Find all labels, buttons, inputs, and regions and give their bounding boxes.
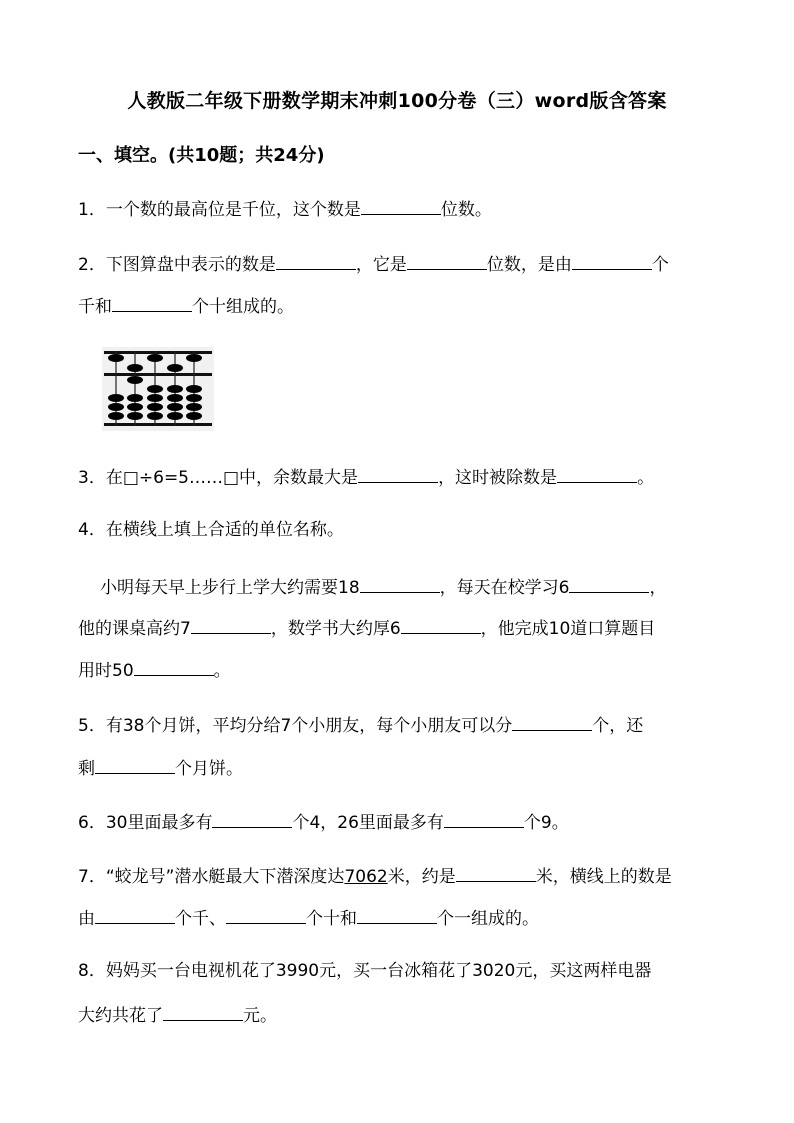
answer-blank[interactable]	[358, 464, 438, 483]
question-4-body	[78, 615, 655, 641]
question-4-body	[78, 657, 231, 683]
q2-text: 位数，是由	[486, 255, 572, 275]
question-6	[78, 809, 569, 835]
question-4-body	[100, 574, 666, 600]
answer-blank[interactable]	[191, 615, 271, 634]
answer-blank[interactable]	[360, 574, 440, 593]
answer-blank[interactable]	[361, 196, 441, 215]
q4-text: 用时50	[78, 661, 134, 681]
question-5	[78, 712, 643, 738]
q3-text: 。	[637, 468, 655, 488]
q1-text: 1．一个数的最高位是千位，这个数是	[78, 200, 361, 220]
question-5-cont	[78, 755, 243, 781]
q8-text: 元。	[243, 1006, 277, 1026]
answer-blank[interactable]	[212, 809, 292, 828]
question-1	[78, 196, 492, 222]
section-heading: 一、填空。(共10题；共24分)	[78, 145, 325, 166]
q7-number: 7062	[344, 867, 388, 887]
q5-text: 个月饼。	[175, 759, 243, 779]
answer-blank[interactable]	[95, 905, 175, 924]
answer-blank[interactable]	[401, 615, 481, 634]
answer-blank[interactable]	[572, 251, 652, 270]
abacus-image	[102, 347, 214, 431]
answer-blank[interactable]	[407, 251, 487, 270]
q8-text: 大约共花了	[78, 1006, 163, 1026]
q7-text: 个一组成的。	[437, 909, 539, 929]
q7-text: 由	[78, 909, 95, 929]
q7-text: 个十和	[306, 909, 357, 929]
q7-text: 米，约是	[387, 867, 456, 887]
q4-text: 小明每天早上步行上学大约需要18	[100, 578, 360, 598]
q4-text: 4．在横线上填上合适的单位名称。	[78, 520, 344, 540]
q6-text: 个9。	[523, 813, 569, 833]
answer-blank[interactable]	[569, 574, 649, 593]
q5-text: 剩	[78, 759, 95, 779]
answer-blank[interactable]	[134, 657, 214, 676]
answer-blank[interactable]	[112, 293, 192, 312]
q8-text: 8．妈妈买一台电视机花了3990元，买一台冰箱花了3020元，买这两样电器	[78, 961, 652, 981]
q1-text-end: 位数。	[440, 200, 492, 220]
answer-blank[interactable]	[276, 251, 356, 270]
question-4	[78, 518, 344, 542]
q2-text: 个	[651, 255, 669, 275]
question-7-cont	[78, 905, 539, 931]
q7-text: 米，横线上的数是	[535, 867, 672, 887]
q4-text: ，每天在校学习6	[439, 578, 570, 598]
question-2-cont	[78, 293, 294, 319]
q7-text: 7．“蛟龙号”潜水艇最大下潜深度达	[78, 867, 345, 887]
q2-text: 2．下图算盘中表示的数是	[78, 255, 276, 275]
answer-blank[interactable]	[226, 905, 306, 924]
answer-blank[interactable]	[163, 1002, 243, 1021]
question-8	[78, 959, 651, 983]
answer-blank[interactable]	[95, 755, 175, 774]
question-3	[78, 464, 654, 490]
answer-blank[interactable]	[456, 863, 536, 882]
question-2	[78, 251, 669, 277]
q4-text: 他的课桌高约7	[78, 619, 191, 639]
answer-blank[interactable]	[444, 809, 524, 828]
document-title: 人教版二年级下册数学期末冲刺100分卷（三）word版含答案	[127, 90, 667, 112]
q5-text: 5．有38个月饼，平均分给7个小朋友，每个小朋友可以分	[78, 716, 513, 736]
q2-text: 千和	[78, 297, 112, 317]
answer-blank[interactable]	[357, 905, 437, 924]
q2-text: 个十组成的。	[192, 297, 294, 317]
q3-text: 3．在□÷6=5……□中，余数最大是	[78, 468, 359, 488]
question-8-cont	[78, 1002, 277, 1028]
q4-text: ，他完成10道口算题目	[480, 619, 656, 639]
q7-text: 个千、	[175, 909, 226, 929]
q2-text: ，它是	[355, 255, 407, 275]
q4-text: ，数学书大约厚6	[270, 619, 401, 639]
q6-text: 个4，26里面最多有	[292, 813, 444, 833]
q3-text: ，这时被除数是	[438, 468, 558, 488]
q4-text: 。	[213, 661, 231, 681]
answer-blank[interactable]	[512, 712, 592, 731]
q4-text: ，	[649, 578, 667, 598]
q5-text: 个，还	[592, 716, 644, 736]
answer-blank[interactable]	[557, 464, 637, 483]
q6-text: 6．30里面最多有	[78, 813, 213, 833]
question-7	[78, 863, 672, 889]
